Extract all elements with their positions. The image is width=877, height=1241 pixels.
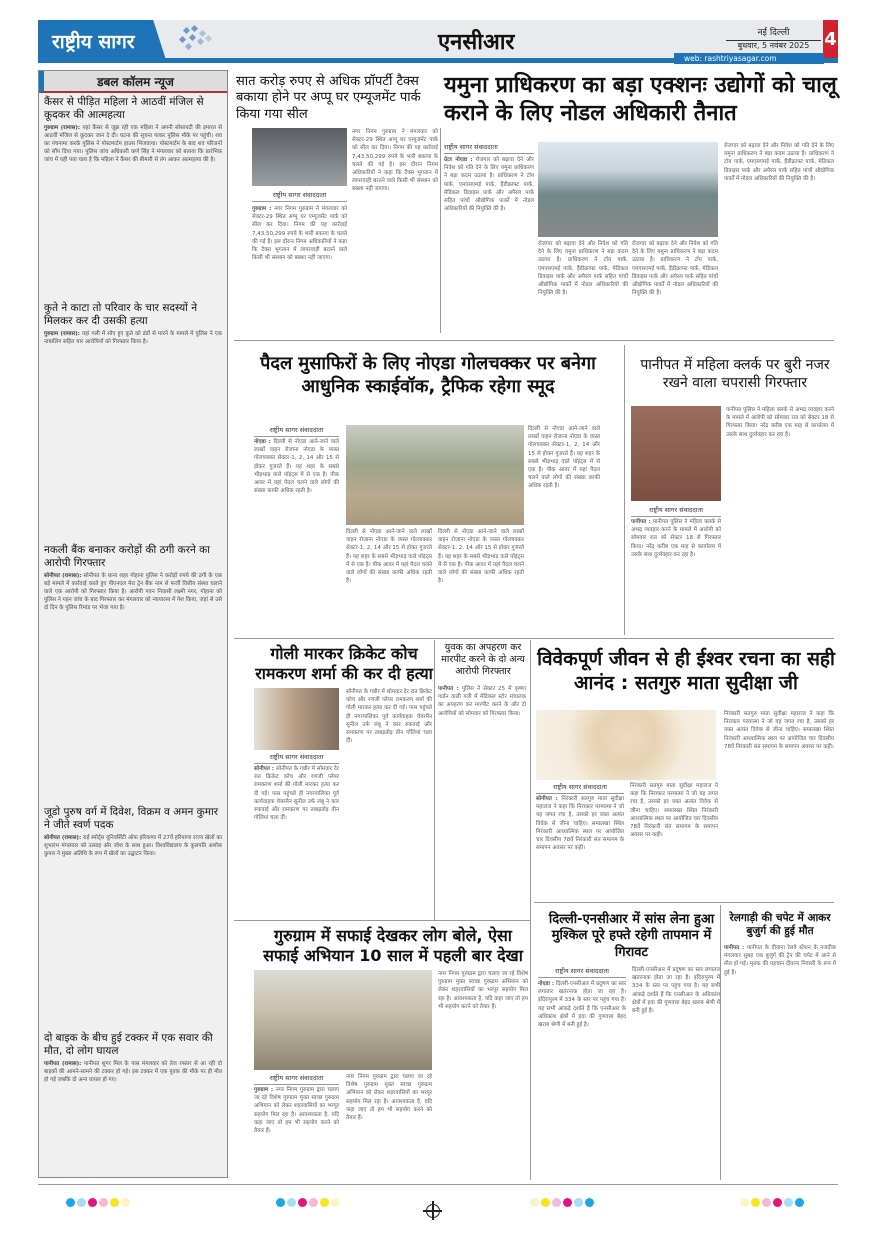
news-title: दो बाइक के बीच हुई टक्कर में एक सवार की मौत, दो लोग घायल — [44, 1032, 213, 1057]
column-divider — [530, 640, 531, 1180]
story-headline: गुरुग्राम में सफाई देखकर लोग बोले, ऐसा सफाई अभियान 10 साल में पहली बार देखा — [263, 926, 523, 965]
news-dateline: सोनीपत (रामास): — [44, 835, 82, 841]
edition-city: नई दिल्ली — [726, 25, 821, 41]
website-link[interactable]: web: rashtriyasagar.com — [674, 53, 824, 64]
section-divider — [234, 638, 834, 639]
decorative-diamonds-icon — [178, 26, 218, 52]
story-body: नोएडा : दिल्ली से नोएडा आने-जाने वाले लाखों वाहन रोजाना नोएडा के व्यस्त गोलचक्कर सेक्टर-1, 2, 14 और 15 से होकर गुजरते हैं। यह शहर के सबसे भीड़भाड़ वाले पॉइंट्स में से एक है। पीक आवर में यहां पैदल चलने वाले लोगों की संख्या काफी अधिक रहती है। — [254, 438, 339, 633]
story-body: सोनीपत : निरंकारी सतगुरु माता सुदीक्षा महाराज ने कहा कि निराकार परमात्मा ने जो यह जगत रचा है, उसको हर वक्त अत्यंत विवेक से जीना चाहिए। समालखा स्थित निरंकारी आध्यात्मिक स्थल पर आयोजित चार दिवसीय 78वें निरंकारी संत समागम के समापन अवसर पर कही। — [536, 795, 624, 890]
photo-byline: राष्ट्रीय सागर संवाददाता — [254, 752, 339, 764]
story-body-continued: दिल्ली-एनसीआर में प्रदूषण का स्तर लगातार खतरनाक होता जा रहा है। इंदिरापुरम में 334 के स्तर पर पहुंच गया है। यह सभी आंकड़े दर्शाते हैं कि एनसीआर के अधिकांश क्षेत्रों में हवा की गुणवत्ता बेहद खराब श्रेणी में बनी हुई है। — [632, 966, 720, 1178]
photo-byline: राष्ट्रीय सागर संवाददाता — [254, 1073, 339, 1085]
news-title: कैंसर से पीड़ित महिला ने आठवीं मंजिल से कूदकर की आत्महत्या — [44, 96, 204, 121]
story-headline: गोली मारकर क्रिकेट कोच रामकरण शर्मा की कर दी हत्या — [255, 644, 433, 683]
story-headline: दिल्ली-एनसीआर में सांस लेना हुआ मुश्किल पूरे हफ्ते रहेगी तापमान में गिरावट — [548, 912, 715, 960]
news-title: नकली बैंक बनाकर करोड़ों की ठगी करने का आरोपी गिरफ्तार — [44, 544, 210, 569]
news-body: सोनीपत के थाना शहर गोहाना पुलिस ने करोड़ों रुपये की ठगी के एक बड़े मामले में कार्रवाई करते हुए पीएनएल मेरा ट्रेन बैंक नाम से फर्जी वित्तीय संस्था चलाने वाले एक आरोपी को गिरफ्तार किया है। आरोपी पवन निवासी लक्ष्मी नगर, गोहाना को पुलिस ने गहन जांच के बाद गिरफ्तार कर मंगलवार को न्यायालय में पेश किया, जहां से उसे दो दिन के पुलिस रिमांड पर भेजा गया है। — [44, 573, 222, 611]
story-body-continued: निरंकारी सतगुरु माता सुदीक्षा महाराज ने कहा कि निराकार परमात्मा ने जो यह जगत रचा है, उसको हर वक्त अत्यंत विवेक से जीना चाहिए। समालखा स्थित निरंकारी आध्यात्मिक स्थल पर आयोजित चार दिवसीय 78वें निरंकारी संत समागम के समापन अवसर पर कही। — [724, 710, 834, 890]
news-item — [39, 541, 227, 803]
column-divider — [720, 905, 721, 1180]
story-headline: विवेकपूर्ण जीवन से ही ईश्वर रचना का सही आनंद : सतगुरु माता सुदीक्षा जी — [537, 648, 835, 694]
color-registration-marks — [66, 1198, 130, 1207]
column-divider — [624, 345, 625, 635]
story-body: गुरुग्राम : नगर निगम गुरुग्राम ने मंगलवार को सेक्टर-29 स्थित अप्पू घर एम्यूजमेंट पार्क को सील कर दिया। निगम की यह कार्रवाई 7,43,50,299 रुपये के भारी बकाया के चलते की गई है। इस दौरान निगम अधिकारियों ने कहा कि टैक्स भुगतान में लापरवाही बरतने वाले किसी भी संस्थान को बख्शा नहीं जाएगा। — [252, 205, 347, 331]
column-divider — [440, 128, 441, 333]
story-body-continued: दिल्ली से नोएडा आने-जाने वाले लाखों वाहन रोजाना नोएडा के व्यस्त गोलचक्कर सेक्टर-1, 2, 14 और 15 से होकर गुजरते हैं। यह शहर के सबसे भीड़भाड़ वाले पॉइंट्स में से एक है। पीक आवर में यहां पैदल चलने वाले लोगों की संख्या काफी अधिक रहती है। — [438, 528, 524, 633]
story-headline: सात करोड़ रुपए से अधिक प्रॉपर्टी टैक्स बकाया होने पर अप्पू घर एम्यूजमेंट पार्क किया गया सील — [236, 74, 421, 122]
masthead — [38, 20, 838, 63]
story-byline: राष्ट्रीय सागर संवाददाता — [538, 966, 626, 978]
news-dateline: सोनीपत (रामास): — [44, 573, 82, 579]
story-body-continued: सोनीपत के गन्नौर में सोमवार देर रात क्रिकेट कोच और रणजी प्लेयर रामकरण शर्मा की गोली मारकर हत्या कर दी गई। पास पहुंचते ही नगरपालिका पूर्व कार्यवाहक चेयरमैन सुनील उर्फ लंबू ने कार रुकवाई और रामकरण पर ताबड़तोड़ तीन गोलियां चला दीं। — [346, 688, 432, 915]
photo-byline: राष्ट्रीय सागर संवाददाता — [536, 782, 624, 794]
story-body-continued: दिल्ली से नोएडा आने-जाने वाले लाखों वाहन रोजाना नोएडा के व्यस्त गोलचक्कर सेक्टर-1, 2, 14 और 15 से होकर गुजरते हैं। यह शहर के सबसे भीड़भाड़ वाले पॉइंट्स में से एक है। पीक आवर में यहां पैदल चलने वाले लोगों की संख्या काफी अधिक रहती है। — [528, 425, 600, 633]
story-body: पानीपत : पुलिस ने सेक्टर 25 में कृष्णा गार्डन वाली गली में मेडिकल स्टोर संचालक का अपहरण कर मारपीट करने के और दो आरोपियों को सोमवार को गिरफ्तार किया। — [438, 685, 526, 915]
cleanliness-drive-photo — [254, 970, 432, 1070]
newspaper-logo: राष्ट्रीय सागर — [52, 31, 135, 53]
double-column-news — [38, 70, 228, 1178]
story-headline: रेलगाड़ी की चपेट में आकर बुजुर्ग की हुई मौत — [729, 912, 831, 938]
color-registration-marks — [276, 1198, 340, 1207]
photo-byline: राष्ट्रीय सागर संवाददाता — [631, 505, 721, 517]
section-divider — [534, 902, 834, 903]
story-headline: पैदल मुसाफिरों के लिए नोएडा गोलचक्कर पर बनेगा आधुनिक स्काईवॉक, ट्रैफिक रहेगा स्मूद — [260, 353, 596, 397]
story-body: पानीपत : पानीपत पुलिस ने महिला क्लर्क से अभद्र व्यवहार करने के मामले में आरोपी को सोमवार रात को सेक्टर 18 से गिरफ्तार किया। नरेंद्र करीब एक माह से कार्यालय में उसके साथ दुर्व्यवहार कर रहा है। — [631, 518, 721, 633]
story-body: सोनीपत : सोनीपत के गन्नौर में सोमवार देर रात क्रिकेट कोच और रणजी प्लेयर रामकरण शर्मा की गोली मारकर हत्या कर दी गई। पास पहुंचते ही नगरपालिका पूर्व कार्यवाहक चेयरमैन सुनील उर्फ लंबू ने कार रुकवाई और रामकरण पर ताबड़तोड़ तीन गोलियां चला दीं। — [254, 765, 339, 915]
news-body: यहां कैंसर से जूझ रही एक महिला ने अपनी सोसायटी की इमारत से आठवीं मंजिल से कूदकर जान दे दी। घटना की सूचना पाकर पुलिस मौके पर पहुंची। शव का पंचनामा करके पुलिस ने पोस्टमार्टम हाउस भिजवाया। पोस्टमार्टम के बाद शव परिजनों को सौंप दिया गया। पुलिस जांच अधिकारी कर्ण सिंह ने मंगलवार को बताया कि प्रारंभिक जांच में यही पता चला है कि महिला ने कैंसर की बीमारी से तंग आकर आत्महत्या की है। — [44, 125, 222, 163]
story-body-continued: दिल्ली से नोएडा आने-जाने वाले लाखों वाहन रोजाना नोएडा के व्यस्त गोलचक्कर सेक्टर-1, 2, 14 और 15 से होकर गुजरते हैं। यह शहर के सबसे भीड़भाड़ वाले पॉइंट्स में से एक है। पीक आवर में यहां पैदल चलने वाले लोगों की संख्या काफी अधिक रहती है। — [346, 528, 432, 633]
lead-headline: यमुना प्राधिकरण का बड़ा एक्शनः उद्योगों को चालू कराने के लिए नोडल अधिकारी तैनात — [444, 73, 837, 126]
story-body: ग्रेटर नोएडा : रोजगार को बढ़ावा देने और निवेश को गति देने के लिए यमुना प्राधिकरण ने बड़ा कदम उठाया है। प्राधिकरण ने टॉय पार्क, एमएसएमई पार्क, हैंडीक्राफ्ट पार्क, मेडिकल डिवाइस पार्क और अपैरल पार्क सहित पांचों औद्योगिक पार्कों में नोडल अधिकारियों की नियुक्ति की है। — [444, 156, 534, 331]
skywalk-site-photo — [346, 425, 524, 525]
cricket-coach-photo — [254, 688, 339, 750]
story-body: पानीपत : पानीपत के दीवाना रेलवे स्टेशन के नजदीक मंगलवार सुबह एक बुजुर्ग की ट्रेन की चपेट में आने से मौत हो गई। मृतक की पहचान दीवाना निवासी के रूप में हुई है। — [724, 944, 836, 1178]
story-byline: राष्ट्रीय सागर संवाददाता — [254, 425, 339, 437]
news-dateline: गुरुग्राम (रामास): — [44, 331, 80, 337]
issue-date: बुधवार, 5 नवंबर 2025 — [737, 41, 810, 50]
column-divider — [434, 640, 435, 920]
photo-byline: राष्ट्रीय सागर संवाददाता — [252, 190, 347, 202]
appu-ghar-photo — [252, 128, 347, 186]
story-body-continued: नगर निगम गुरुग्राम द्वारा चलाए जा रहे विशेष गुरुग्राम मुक्त स्वच्छ गुरुग्राम अभियान को लेकर शहरवासियों का भरपूर सहयोग मिल रहा है। आवश्यकता है, यदि कहा जाए तो हम भी सहयोग करने को तैयार हैं। — [438, 970, 528, 1178]
news-title: कुते ने काटा तो परिवार के चार सदस्यों ने मिलकर कर दी उसकी हत्या — [44, 302, 198, 327]
news-title: जूडो पुरुष वर्ग में दिवेश, विक्रम व अमन कुमार ने जीते स्वर्ण पदक — [44, 806, 219, 831]
story-body-continued: रोजगार को बढ़ावा देने और निवेश को गति देने के लिए यमुना प्राधिकरण ने बड़ा कदम उठाया है। प्राधिकरण ने टॉय पार्क, एमएसएमई पार्क, हैंडीक्राफ्ट पार्क, मेडिकल डिवाइस पार्क और अपैरल पार्क सहित पांचों औद्योगिक पार्कों में नोडल अधिकारियों की नियुक्ति की है। — [632, 240, 718, 331]
satguru-mata-photo — [536, 710, 716, 780]
story-body-continued: रोजगार को बढ़ावा देने और निवेश को गति देने के लिए यमुना प्राधिकरण ने बड़ा कदम उठाया है। प्राधिकरण ने टॉय पार्क, एमएसएमई पार्क, हैंडीक्राफ्ट पार्क, मेडिकल डिवाइस पार्क और अपैरल पार्क सहित पांचों औद्योगिक पार्कों में नोडल अधिकारियों की नियुक्ति की है। — [538, 240, 628, 331]
news-item — [39, 803, 227, 1029]
story-byline: राष्ट्रीय सागर संवाददाता — [444, 142, 534, 154]
story-body-continued: नगर निगम गुरुग्राम ने मंगलवार को सेक्टर-29 स्थित अप्पू घर एम्यूजमेंट पार्क को सील कर दिया। निगम की यह कार्रवाई 7,43,50,299 रुपये के भारी बकाया के चलते की गई है। इस दौरान निगम अधिकारियों ने कहा कि टैक्स भुगतान में लापरवाही बरतने वाले किसी भी संस्थान को बख्शा नहीं जाएगा। — [352, 128, 438, 331]
story-body-continued: निरंकारी सतगुरु माता सुदीक्षा महाराज ने कहा कि निराकार परमात्मा ने जो यह जगत रचा है, उसको हर वक्त अत्यंत विवेक से जीना चाहिए। समालखा स्थित निरंकारी आध्यात्मिक स्थल पर आयोजित चार दिवसीय 78वें निरंकारी संत समागम के समापन अवसर पर कही। — [630, 782, 718, 890]
page-number: 4 — [823, 20, 838, 58]
news-body: राई स्पोर्ट्स यूनिवर्सिटी ऑफ हरियाणा में 27वें हरियाणा राज्य खेलों का शुभारंभ मंगलवार को उत्साह और जोश के साथ हुआ। विश्वविद्यालय के कुलपति अशोक कुमार ने मुख्य अतिथि के रूप में खेलों का उद्घाटन किया। — [44, 835, 222, 857]
story-headline: पानीपत में महिला क्लर्क पर बुरी नजर रखने वाला चपरासी गिरफ्तार — [640, 357, 830, 391]
news-body: यहां गली में सोए हुए कुते को डंडों से मारने के मामले में पुलिस ने एक नाबालिग सहित चार आरोपियों को गिरफ्तार किया है। — [44, 331, 223, 345]
story-body-continued: रोजगार को बढ़ावा देने और निवेश को गति देने के लिए यमुना प्राधिकरण ने बड़ा कदम उठाया है। प्राधिकरण ने टॉय पार्क, एमएसएमई पार्क, हैंडीक्राफ्ट पार्क, मेडिकल डिवाइस पार्क और अपैरल पार्क सहित पांचों औद्योगिक पार्कों में नोडल अधिकारियों की नियुक्ति की है। — [724, 142, 834, 331]
authority-building-photo — [538, 142, 718, 237]
news-body: पानीपत शुगर मिल के पास मंगलवार को तेज रफ्तार से आ रही दो बाइकों की आमने-सामने की टक्कर हो गई। इस टक्कर में एक युवक की मौके पर ही मौत हो गई जबकि दो अन्य घायल हो गए। — [44, 1061, 222, 1083]
color-registration-marks — [740, 1198, 804, 1207]
story-body: नोएडा : दिल्ली-एनसीआर में प्रदूषण का स्तर लगातार खतरनाक होता जा रहा है। इंदिरापुरम में 334 के स्तर पर पहुंच गया है। यह सभी आंकड़े दर्शाते हैं कि एनसीआर के अधिकांश क्षेत्रों में हवा की गुणवत्ता बेहद खराब श्रेणी में बनी हुई है। — [538, 980, 626, 1178]
registration-crosshair-icon — [426, 1204, 440, 1218]
news-item — [39, 93, 227, 299]
story-body-continued: पानीपत पुलिस ने महिला क्लर्क से अभद्र व्यवहार करने के मामले में आरोपी को सोमवार रात को सेक्टर 18 से गिरफ्तार किया। नरेंद्र करीब एक माह से कार्यालय में उसके साथ दुर्व्यवहार कर रहा है। — [726, 406, 834, 633]
story-body: गुरुग्राम : नगर निगम गुरुग्राम द्वारा चलाए जा रहे विशेष गुरुग्राम मुक्त स्वच्छ गुरुग्राम अभियान को लेकर शहरवासियों का भरपूर सहयोग मिल रहा है। आवश्यकता है, यदि कहा जाए तो हम भी सहयोग करने को तैयार हैं। — [254, 1086, 339, 1178]
news-item — [39, 299, 227, 541]
section-divider — [234, 340, 834, 341]
section-title: एनसीआर — [438, 30, 515, 55]
page-bottom-rule — [38, 1184, 838, 1185]
section-divider — [234, 920, 530, 921]
news-dateline: गुरुग्राम (रामास): — [44, 125, 81, 131]
police-station-photo — [631, 406, 721, 501]
double-column-header: डबल कॉलम न्यूज — [39, 71, 227, 93]
story-body-continued: नगर निगम गुरुग्राम द्वारा चलाए जा रहे विशेष गुरुग्राम मुक्त स्वच्छ गुरुग्राम अभियान को लेकर शहरवासियों का भरपूर सहयोग मिल रहा है। आवश्यकता है, यदि कहा जाए तो हम भी सहयोग करने को तैयार हैं। — [346, 1073, 432, 1178]
story-headline: युवक का अपहरण कर मारपीट करने के दो अन्य आरोपी गिरफ्तार — [441, 642, 525, 677]
color-registration-marks — [530, 1198, 594, 1207]
news-item — [39, 1029, 227, 1169]
news-dateline: पानीपत (रामास): — [44, 1061, 82, 1067]
